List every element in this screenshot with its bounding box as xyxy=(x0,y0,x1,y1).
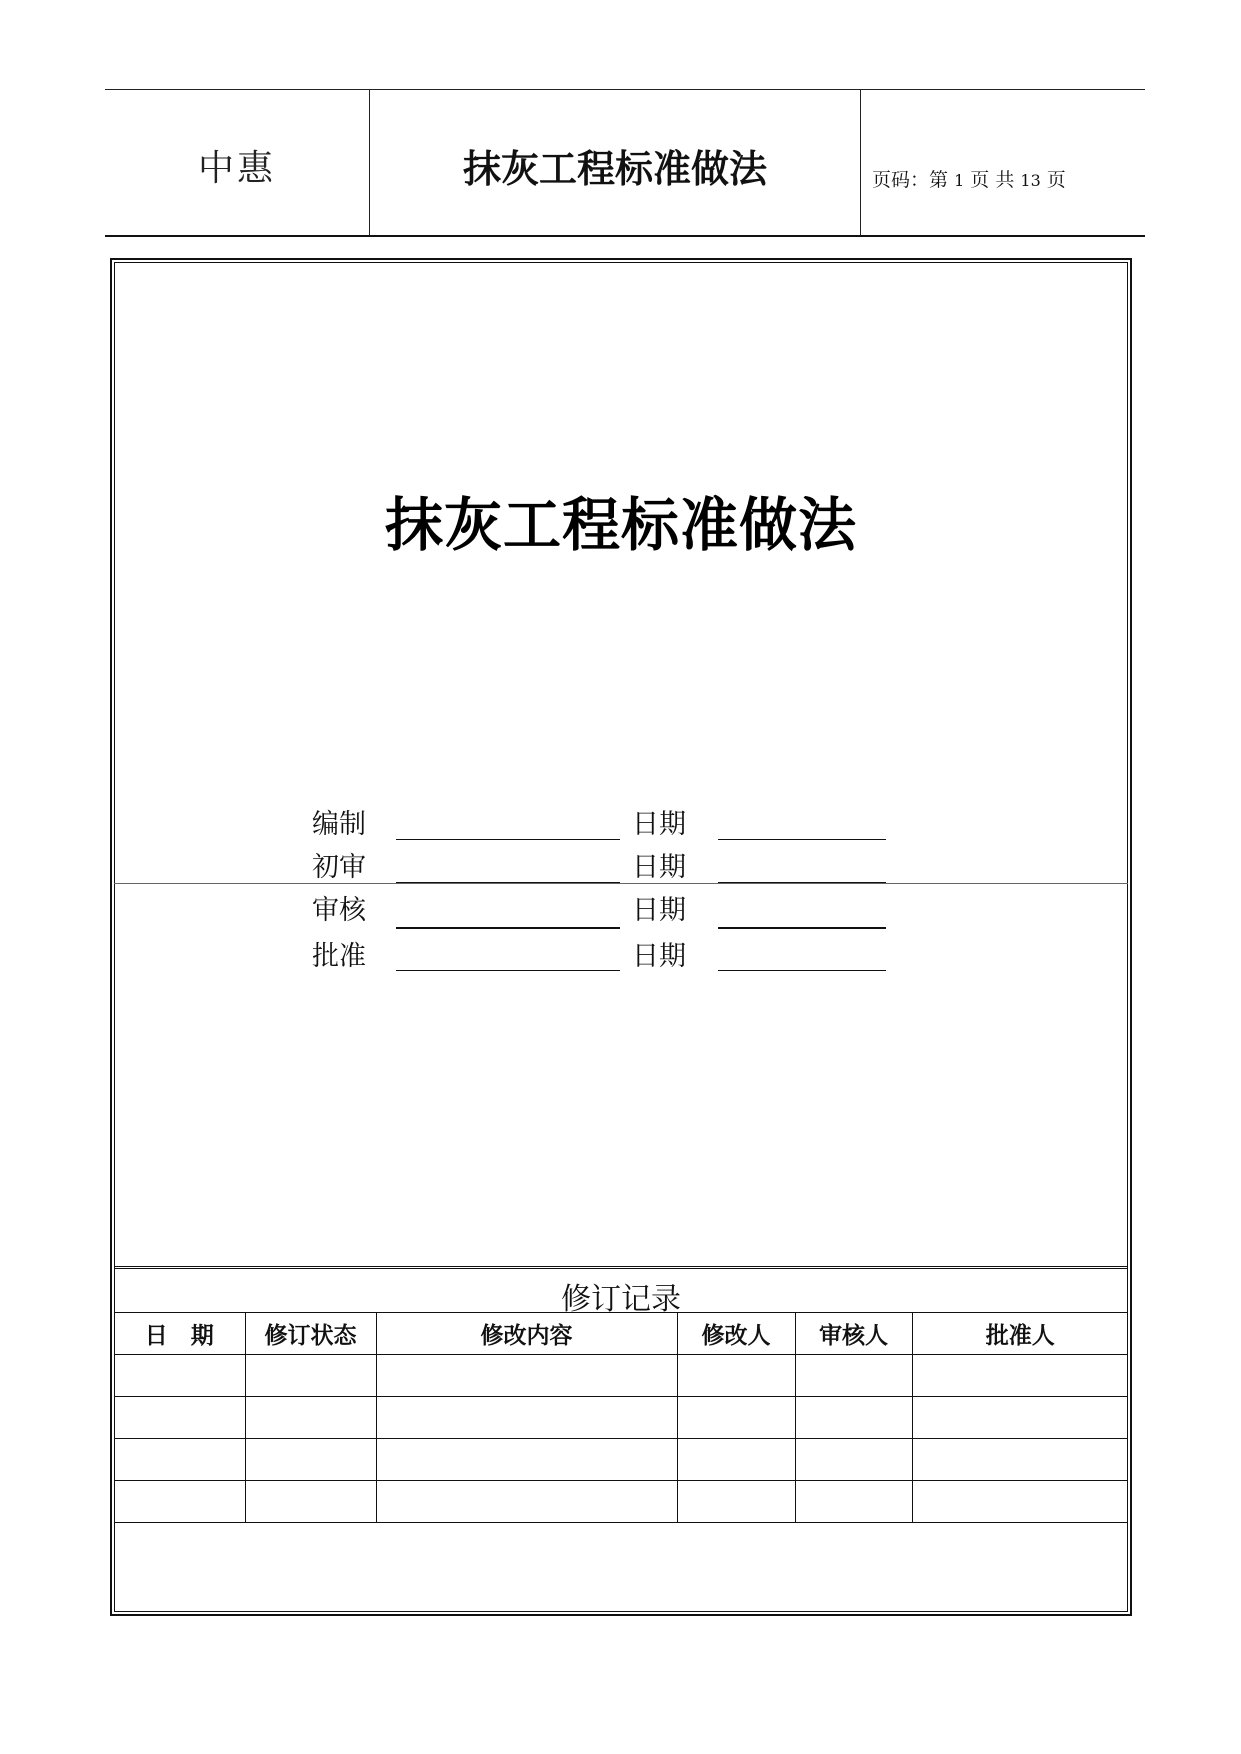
table-cell[interactable] xyxy=(912,1355,1128,1397)
approval-line-audit[interactable] xyxy=(396,927,620,929)
page-current: 1 xyxy=(954,171,965,190)
table-cell[interactable] xyxy=(114,1355,245,1397)
approval-date-line-compile[interactable] xyxy=(718,839,886,840)
revision-header-row xyxy=(114,1313,1128,1355)
approval-line-compile[interactable] xyxy=(396,839,620,840)
header-page-number xyxy=(872,165,1066,192)
page-suffix: 页 xyxy=(1046,169,1066,191)
approval-date-label-first-review: 日期 xyxy=(632,852,686,883)
col-approved-by: 批准人 xyxy=(912,1313,1128,1355)
table-cell[interactable] xyxy=(677,1439,795,1481)
table-cell[interactable] xyxy=(245,1481,376,1523)
table-cell[interactable] xyxy=(912,1397,1128,1439)
col-date: 日 期 xyxy=(114,1313,245,1355)
approval-label-compile: 编制 xyxy=(312,809,366,840)
table-cell[interactable] xyxy=(376,1397,677,1439)
table-cell[interactable] xyxy=(245,1397,376,1439)
col-revision-status: 修订状态 xyxy=(245,1313,376,1355)
header-bottom-rule xyxy=(105,235,1145,237)
table-cell[interactable] xyxy=(795,1355,912,1397)
table-row xyxy=(114,1397,1128,1439)
page-unit: 页 共 xyxy=(970,169,1015,191)
header-divider-right xyxy=(860,89,861,236)
header-document-title: 抹灰工程标准做法 xyxy=(462,147,767,191)
table-cell[interactable] xyxy=(245,1355,376,1397)
page-total: 13 xyxy=(1020,171,1041,190)
revision-title: 修订记录 xyxy=(561,1282,681,1317)
table-cell[interactable] xyxy=(376,1355,677,1397)
table-cell[interactable] xyxy=(912,1481,1128,1523)
table-cell[interactable] xyxy=(795,1481,912,1523)
approval-label-first-review: 初审 xyxy=(312,852,366,883)
table-cell[interactable] xyxy=(795,1397,912,1439)
col-modified-by: 修改人 xyxy=(677,1313,795,1355)
revision-section-rule xyxy=(114,1266,1128,1269)
form-separator-line xyxy=(114,883,1128,884)
col-change-content: 修改内容 xyxy=(376,1313,677,1355)
approval-label-audit: 审核 xyxy=(312,895,366,926)
approval-date-line-audit[interactable] xyxy=(718,927,886,929)
cover-title: 抹灰工程标准做法 xyxy=(384,491,857,559)
approval-line-approve[interactable] xyxy=(396,970,620,971)
revision-table xyxy=(114,1312,1128,1523)
table-cell[interactable] xyxy=(114,1397,245,1439)
header-top-rule xyxy=(105,89,1145,90)
approval-date-line-approve[interactable] xyxy=(718,970,886,971)
table-cell[interactable] xyxy=(114,1439,245,1481)
table-cell[interactable] xyxy=(376,1439,677,1481)
table-cell[interactable] xyxy=(114,1481,245,1523)
table-cell[interactable] xyxy=(677,1481,795,1523)
table-row xyxy=(114,1355,1128,1397)
table-row xyxy=(114,1439,1128,1481)
table-cell[interactable] xyxy=(677,1397,795,1439)
approval-date-label-audit: 日期 xyxy=(632,895,686,926)
header-company-name: 中惠 xyxy=(197,148,276,189)
table-cell[interactable] xyxy=(912,1439,1128,1481)
table-cell[interactable] xyxy=(795,1439,912,1481)
table-cell[interactable] xyxy=(376,1481,677,1523)
approval-date-label-compile: 日期 xyxy=(632,809,686,840)
table-row xyxy=(114,1481,1128,1523)
col-reviewed-by: 审核人 xyxy=(795,1313,912,1355)
table-cell[interactable] xyxy=(677,1355,795,1397)
page-label: 页码：第 xyxy=(872,169,949,191)
approval-label-approve: 批准 xyxy=(312,941,366,972)
approval-date-label-approve: 日期 xyxy=(632,941,686,972)
table-cell[interactable] xyxy=(245,1439,376,1481)
